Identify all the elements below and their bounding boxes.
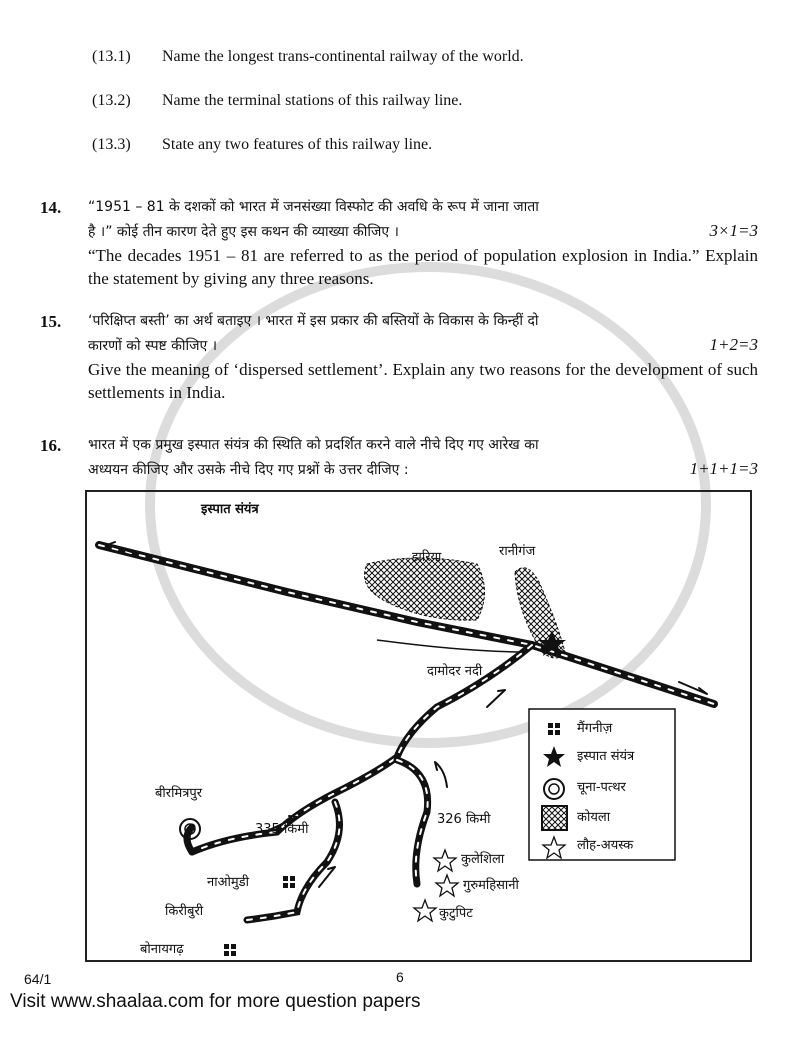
label-naomundi: नाओमुडी (207, 875, 249, 890)
legend-coal: कोयला (577, 810, 611, 825)
sub-number: (13.2) (92, 92, 131, 109)
legend-manganese: मैंगनीज़ (577, 721, 613, 736)
question-number: 15. (40, 312, 62, 331)
sub-number: (13.1) (92, 48, 131, 65)
legend-iron-ore: लौह-अयस्क (577, 838, 634, 853)
sub-text: Name the longest trans-continental railway of the world. (162, 48, 524, 65)
question-16 (40, 434, 760, 482)
hindi-text: भारत में एक प्रमुख इस्पात संयंत्र की स्थिति को प्रदर्शित करने वाले नीचे दिए गए आरेख का (88, 437, 539, 453)
english-text: “The decades 1951 – 81 are referred to as the period of population explosion in India.” Explain the statement by giving any three reasons. (88, 246, 758, 288)
label-raniganj: रानीगंज (499, 544, 536, 559)
hindi-text: कारणों को स्पष्ट कीजिए । (88, 338, 218, 354)
coal-icon (542, 806, 567, 830)
question-13-2 (92, 90, 800, 112)
question-13-3 (92, 134, 800, 156)
hindi-text: ‘परिक्षिप्त बस्ती’ का अर्थ बताइए । भारत में इस प्रकार की बस्तियों के विकास के किन्हीं दो (88, 313, 539, 329)
label-kuleshila: कुलेशिला (461, 852, 505, 867)
sub-text: Name the terminal stations of this railway line. (162, 92, 463, 109)
sub-text: State any two features of this railway line. (162, 136, 433, 153)
manganese-icon (222, 942, 238, 958)
english-text: Give the meaning of ‘dispersed settlement’. Explain any two reasons for the development of such settlements in India. (88, 360, 758, 402)
footer (0, 962, 800, 1018)
label-gurumahisani: गुरुमहिसानी (463, 878, 519, 893)
distance-326: 326 किमी (437, 812, 491, 827)
distance-335: 335 किमी (255, 822, 309, 837)
hindi-text: है ।” कोई तीन कारण देते हुए इस कथन की व्याख्या कीजिए । (88, 224, 399, 240)
footer-visit-link[interactable]: Visit www.shaalaa.com for more question papers (10, 991, 421, 1012)
label-damodar-river: दामोदर नदी (427, 664, 483, 679)
label-kutupit: कुटुपिट (439, 906, 473, 921)
question-number: 16. (40, 436, 62, 455)
label-jharia: झरिया (412, 550, 442, 565)
sub-number: (13.3) (92, 136, 131, 153)
marks: 1+2=3 (709, 335, 758, 354)
question-15 (40, 310, 760, 404)
label-kiriburi: किरीबुरी (165, 904, 204, 919)
paper-code: 64/1 (24, 971, 52, 987)
label-bonaigarh: बोनायगढ़ (140, 942, 184, 957)
legend-limestone: चूना-पत्थर (577, 780, 626, 795)
question-13-1 (92, 46, 800, 68)
question-number: 14. (40, 198, 62, 217)
marks: 1+1+1=3 (689, 459, 758, 478)
map-title: इस्पात संयंत्र (201, 502, 259, 517)
page-number: 6 (396, 969, 404, 985)
hindi-text: अध्ययन कीजिए और उसके नीचे दिए गए प्रश्नों के उत्तर दीजिए : (88, 462, 409, 478)
label-birmitrapur: बीरमित्रपुर (155, 786, 203, 801)
hindi-text: “1951 – 81 के दशकों को भारत में जनसंख्या विस्फोट की अवधि के रूप में जाना जाता (88, 199, 539, 215)
manganese-icon (546, 721, 562, 737)
steel-plant-map (85, 490, 752, 962)
question-14 (40, 196, 760, 290)
legend-steel-plant: इस्पात संयंत्र (577, 749, 635, 764)
marks: 3×1=3 (709, 221, 758, 240)
manganese-icon (281, 874, 297, 890)
